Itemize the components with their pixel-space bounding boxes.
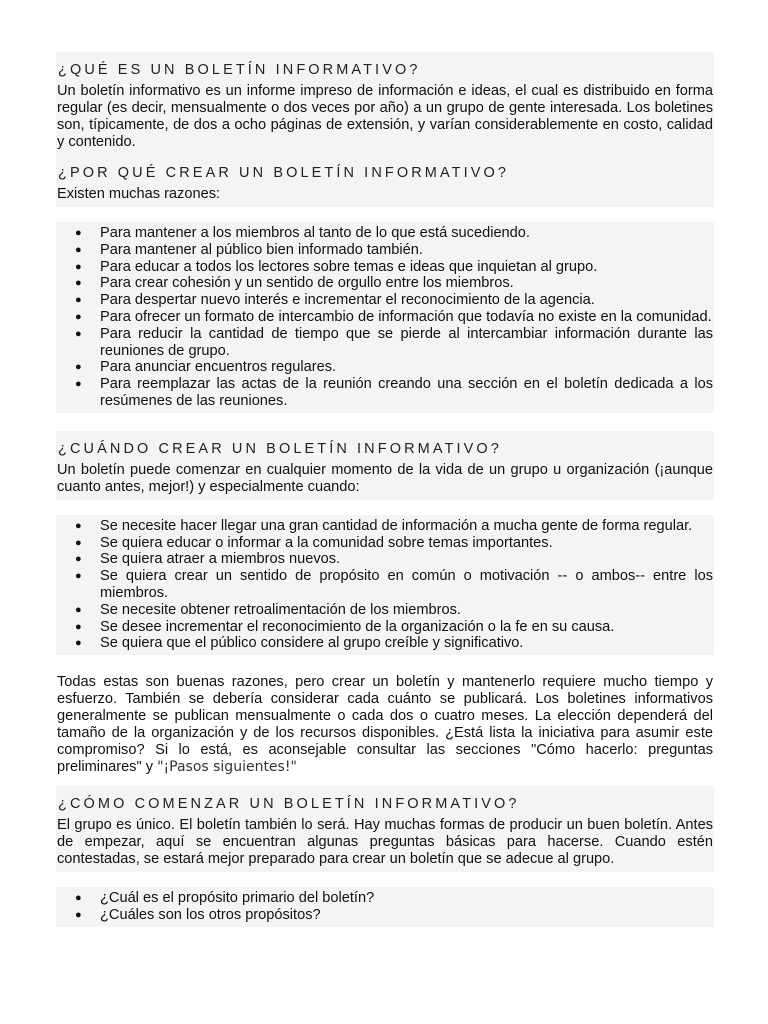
section-heading: ¿CÓMO COMENZAR UN BOLETÍN INFORMATIVO? [58,796,520,813]
list-item: ● Para ofrecer un formato de intercambio de información que todavía no existe en la comunidad. [75,308,712,325]
list-item: ● Se quiera educar o informar a la comunidad sobre temas importantes. [75,534,553,551]
list-item: ● Para crear cohesión y un sentido de orgullo entre los miembros. [75,275,514,292]
document-page [56,52,714,927]
spacer [56,207,714,222]
section-how-start [56,786,714,872]
list-item: ● Para mantener a los miembros al tanto de lo que está sucediendo. [75,225,530,241]
bullet-icon: ● [75,361,82,374]
bullet-icon: ● [75,908,82,921]
closing-block [56,673,714,780]
spacer [56,872,714,887]
bullet-icon: ● [75,227,82,239]
section-paragraph: Un boletín puede comenzar en cualquier momento de la vida de un grupo u organización (¡aunque cuanto antes, mejor!) y especialmente cuando: [57,461,713,495]
bullet-icon: ● [75,277,82,290]
reasons-list-block [56,222,714,413]
spacer [56,655,714,673]
bullet-icon: ● [75,620,82,633]
bullet-icon: ● [75,603,82,616]
bullet-icon: ● [75,310,82,323]
list-item: ● Se necesite obtener retroalimentación de los miembros. [75,601,461,618]
bullet-icon: ● [75,378,82,391]
spacer [56,413,714,431]
closing-paragraph: Todas estas son buenas razones, pero crear un boletín y mantenerlo requiere mucho tiempo y esfuerzo. También se debería considerar cada cuánto se publicará. Los boletines informativos generalmente se publican mensualmente o cada dos o cuatro meses. La elección dependerá del tamaño de la organización y de los recursos disponibles. ¿Está lista la iniciativa para asumir este compromiso? Si lo está, es aconsejable consultar las secciones "Cómo hacerlo: preguntas preliminares" y "¡Pasos siguientes!" [57,674,713,776]
section-why-create [56,155,714,207]
bullet-icon: ● [75,519,82,532]
list-item: ● Para educar a todos los lectores sobre temas e ideas que inquietan al grupo. [75,258,598,275]
list-item: ● Se desee incrementar el reconocimiento de la organización o la fe en su causa. [75,618,615,635]
bullet-icon: ● [75,294,82,307]
bullet-icon: ● [75,327,82,340]
section-paragraph: Existen muchas razones: [57,186,221,202]
bullet-icon: ● [75,553,82,566]
questions-list [56,887,714,927]
list-item: ● Para mantener al público bien informado también. [75,241,423,258]
questions-list-block [56,887,714,927]
list-item: ● Para reducir la cantidad de tiempo que se pierde al intercambiar información durante las reuniones de grupo. [75,325,713,359]
section-paragraph: El grupo es único. El boletín también lo será. Hay muchas formas de producir un buen boletín. Antes de empezar, aquí se encuentran algunas preguntas básicas para hacerse. Cuando estén contestadas, se estará mejor preparado para crear un boletín que se adecue al grupo. [57,817,713,868]
spacer [56,500,714,515]
section-what-is [56,52,714,155]
steps-link-text: "¡Pasos siguientes!" [157,759,297,776]
reasons-list [56,222,714,413]
list-item: ● Para anunciar encuentros regulares. [75,359,337,376]
list-item: ● Para despertar nuevo interés e incrementar el reconocimiento de la agencia. [75,292,595,309]
bullet-icon: ● [75,243,82,256]
list-item: ● Se quiera crear un sentido de propósito en común o motivación -- o ambos-- entre los miembros. [75,568,713,601]
bullet-icon: ● [75,637,82,650]
list-item: ● ¿Cuáles son los otros propósitos? [75,906,321,923]
list-item: ● ¿Cuál es el propósito primario del boletín? [75,890,375,907]
list-item: ● Se necesite hacer llegar una gran cantidad de información a mucha gente de forma regular. [75,517,693,534]
section-heading: ¿CUÁNDO CREAR UN BOLETÍN INFORMATIVO? [58,440,502,457]
list-item: ● Se quiera que el público considere al grupo creíble y significativo. [75,635,524,652]
section-heading: ¿QUÉ ES UN BOLETÍN INFORMATIVO? [58,62,421,78]
bullet-icon: ● [75,570,82,583]
section-paragraph: Un boletín informativo es un informe impreso de información e ideas, el cual es distribuido en forma regular (es decir, mensualmente o dos veces por año) a un grupo de gente interesada. Los boletines son, típicamente, de dos a ocho páginas de extensión, y varían considerablemente en costo, calidad y contenido. [57,83,713,150]
section-heading: ¿POR QUÉ CREAR UN BOLETÍN INFORMATIVO? [58,165,510,181]
list-item: ● Se quiera atraer a miembros nuevos. [75,551,341,568]
section-when-create [56,431,714,500]
bullet-icon: ● [75,260,82,273]
when-list-block [56,515,714,655]
list-item: ● Para reemplazar las actas de la reunión creando una sección en el boletín dedicada a los resúmenes de las reuniones. [75,376,713,409]
bullet-icon: ● [75,892,82,905]
when-list [56,515,714,655]
bullet-icon: ● [75,536,82,549]
